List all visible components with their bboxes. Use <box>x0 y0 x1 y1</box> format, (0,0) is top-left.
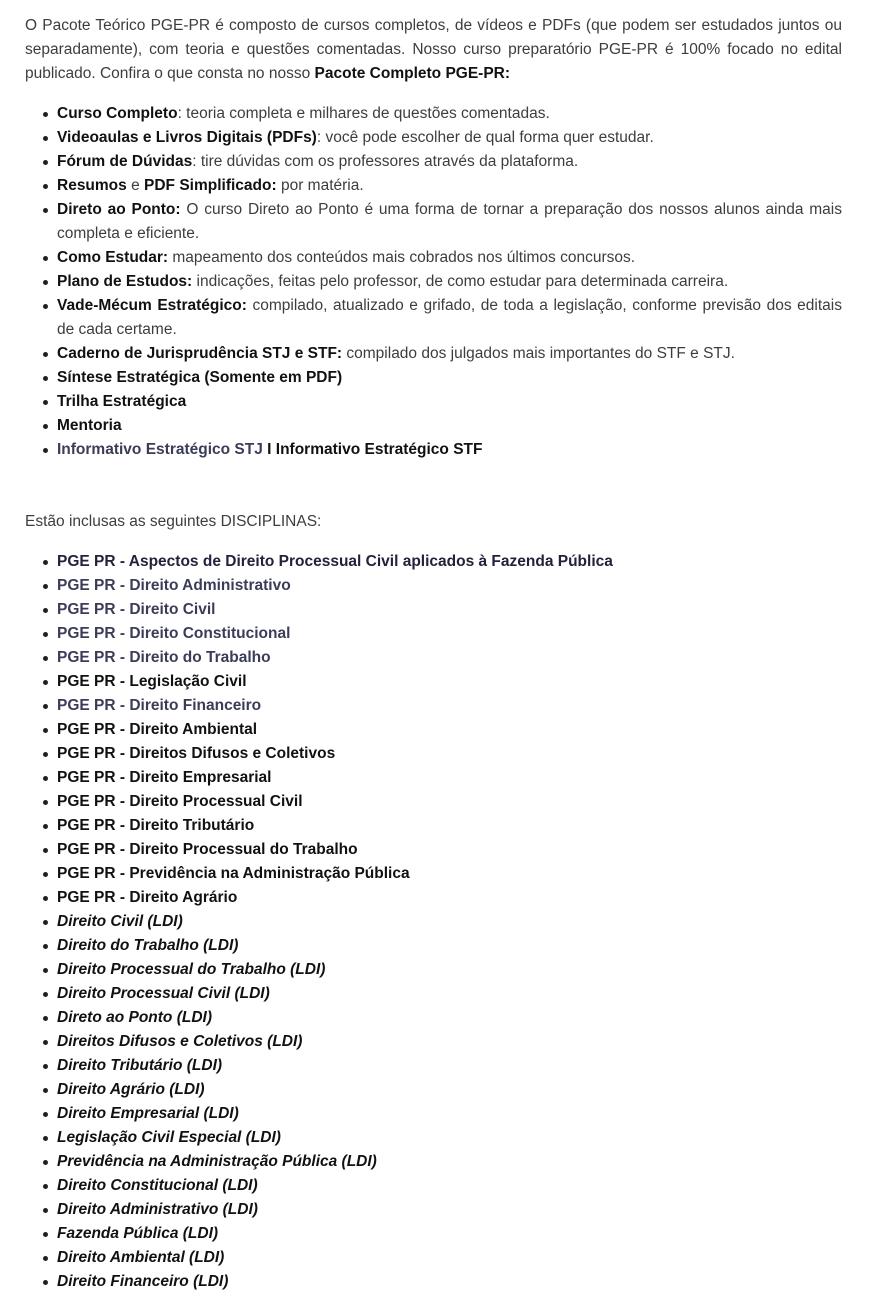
ldi-item: Legislação Civil Especial (LDI) <box>57 1129 281 1146</box>
list-item <box>25 1006 842 1030</box>
feature-label: Videoaulas e Livros Digitais (PDFs) <box>57 129 317 146</box>
list-item <box>25 246 842 270</box>
disciplina-link[interactable]: PGE PR - Direito do Trabalho <box>57 649 271 666</box>
disciplina-item: PGE PR - Direito Agrário <box>57 889 238 906</box>
ldi-item: Direito Processual Civil (LDI) <box>57 985 270 1002</box>
list-item <box>25 438 842 462</box>
ldi-item: Direito Processual do Trabalho (LDI) <box>57 961 326 978</box>
list-item <box>25 342 842 366</box>
ldi-item: Direito do Trabalho (LDI) <box>57 937 239 954</box>
disciplina-item: PGE PR - Previdência na Administração Pública <box>57 865 410 882</box>
list-item <box>25 934 842 958</box>
feature-label: Direto ao Ponto: <box>57 201 181 218</box>
list-item <box>25 414 842 438</box>
list-item <box>25 294 842 342</box>
feature-text: compilado dos julgados mais importantes do STF e STJ. <box>342 345 735 362</box>
ldi-item: Direito Administrativo (LDI) <box>57 1201 258 1218</box>
list-item <box>25 718 842 742</box>
list-item <box>25 838 842 862</box>
list-item <box>25 1270 842 1294</box>
disciplina-item: PGE PR - Direito Processual Civil <box>57 793 303 810</box>
list-item <box>25 174 842 198</box>
list-item <box>25 1030 842 1054</box>
feature-label: Vade-Mécum Estratégico: <box>57 297 247 314</box>
ldi-item: Direitos Difusos e Coletivos (LDI) <box>57 1033 303 1050</box>
disciplina-item: PGE PR - Direitos Difusos e Coletivos <box>57 745 336 762</box>
disciplina-item: PGE PR - Direito Ambiental <box>57 721 258 738</box>
feature-text: : tire dúvidas com os professores através da plataforma. <box>192 153 579 170</box>
list-item <box>25 1102 842 1126</box>
feature-text: compilado, atualizado e grifado, de toda a legislação, conforme previsão dos editais de cada certame. <box>57 297 842 338</box>
feature-label: Fórum de Dúvidas <box>57 153 193 170</box>
list-item <box>25 574 842 598</box>
intro-text: O Pacote Teórico PGE-PR é composto de cursos completos, de vídeos e PDFs (que podem ser estudados juntos ou separadamente), com teoria e questões comentadas. Nosso curso preparatório PGE-PR é 100% focado no edital publicado. Confira o que consta no nosso <box>25 17 842 82</box>
ldi-item: Direito Financeiro (LDI) <box>57 1273 229 1290</box>
list-item <box>25 694 842 718</box>
ldi-item: Direto ao Ponto (LDI) <box>57 1009 212 1026</box>
feature-text: indicações, feitas pelo professor, de como estudar para determinada carreira. <box>192 273 729 290</box>
list-item <box>25 366 842 390</box>
feature-label: Como Estudar: <box>57 249 169 266</box>
feature-text: O curso Direto ao Ponto é uma forma de tornar a preparação dos nossos alunos ainda mais completa e eficiente. <box>57 201 842 242</box>
list-item <box>25 766 842 790</box>
disciplina-item: PGE PR - Legislação Civil <box>57 673 247 690</box>
feature-link-stf[interactable]: Informativo Estratégico STF <box>275 441 483 458</box>
features-list <box>25 102 842 462</box>
feature-text: por matéria. <box>276 177 364 194</box>
list-item <box>25 1222 842 1246</box>
disciplina-item: PGE PR - Direito Empresarial <box>57 769 272 786</box>
ldi-item: Direito Ambiental (LDI) <box>57 1249 225 1266</box>
disciplina-link[interactable]: PGE PR - Aspectos de Direito Processual Civil aplicados à Fazenda Pública <box>57 553 613 570</box>
list-item <box>25 126 842 150</box>
feature-label: Curso Completo <box>57 105 178 122</box>
feature-label: Resumos <box>57 177 127 194</box>
list-item <box>25 390 842 414</box>
list-item <box>25 886 842 910</box>
list-item <box>25 1150 842 1174</box>
disciplina-item: PGE PR - Direito Processual do Trabalho <box>57 841 358 858</box>
feature-label: Mentoria <box>57 417 122 434</box>
list-item <box>25 1126 842 1150</box>
feature-label: Caderno de Jurisprudência STJ e STF: <box>57 345 343 362</box>
list-item <box>25 790 842 814</box>
list-item <box>25 102 842 126</box>
list-item <box>25 958 842 982</box>
disciplina-link[interactable]: PGE PR - Direito Constitucional <box>57 625 291 642</box>
list-item <box>25 598 842 622</box>
list-item <box>25 150 842 174</box>
list-item <box>25 862 842 886</box>
feature-separator: I <box>262 441 276 458</box>
feature-label: Síntese Estratégica (Somente em PDF) <box>57 369 343 386</box>
feature-label: Plano de Estudos: <box>57 273 193 290</box>
list-item <box>25 270 842 294</box>
ldi-item: Direito Tributário (LDI) <box>57 1057 223 1074</box>
ldi-item: Direito Constitucional (LDI) <box>57 1177 258 1194</box>
list-item <box>25 742 842 766</box>
ldi-item: Direito Empresarial (LDI) <box>57 1105 239 1122</box>
list-item <box>25 1246 842 1270</box>
ldi-item: Direito Agrário (LDI) <box>57 1081 205 1098</box>
list-item <box>25 646 842 670</box>
list-item <box>25 670 842 694</box>
list-item <box>25 910 842 934</box>
intro-bold: Pacote Completo PGE-PR: <box>314 65 511 82</box>
list-item <box>25 982 842 1006</box>
feature-label: Trilha Estratégica <box>57 393 187 410</box>
list-item <box>25 1054 842 1078</box>
feature-text: mapeamento dos conteúdos mais cobrados nos últimos concursos. <box>168 249 636 266</box>
disciplinas-list <box>25 550 842 1294</box>
list-item <box>25 814 842 838</box>
feature-link-stj[interactable]: Informativo Estratégico STJ <box>57 441 263 458</box>
ldi-item: Previdência na Administração Pública (LDI) <box>57 1153 377 1170</box>
feature-label-secondary: PDF Simplificado: <box>144 177 277 194</box>
list-item <box>25 622 842 646</box>
disciplinas-title: Estão inclusas as seguintes DISCIPLINAS: <box>25 513 322 530</box>
ldi-item: Direito Civil (LDI) <box>57 913 183 930</box>
list-item <box>25 1078 842 1102</box>
list-item <box>25 198 842 246</box>
list-item <box>25 550 842 574</box>
list-item <box>25 1198 842 1222</box>
disciplina-link[interactable]: PGE PR - Direito Civil <box>57 601 216 618</box>
feature-connector: e <box>126 177 145 194</box>
disciplina-item: PGE PR - Direito Tributário <box>57 817 255 834</box>
ldi-item: Fazenda Pública (LDI) <box>57 1225 219 1242</box>
list-item <box>25 1174 842 1198</box>
disciplina-link[interactable]: PGE PR - Direito Financeiro <box>57 697 262 714</box>
feature-text: : teoria completa e milhares de questões comentadas. <box>177 105 550 122</box>
disciplina-link[interactable]: PGE PR - Direito Administrativo <box>57 577 291 594</box>
intro-paragraph <box>25 14 842 86</box>
feature-text: : você pode escolher de qual forma quer estudar. <box>316 129 654 146</box>
